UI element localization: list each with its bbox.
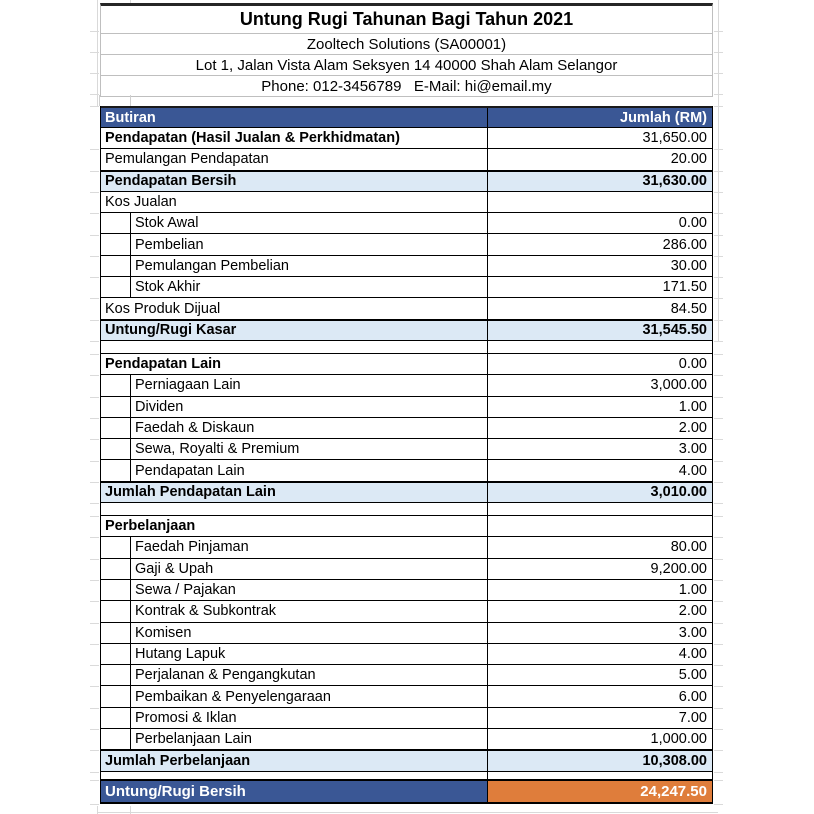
row-label: Kos Jualan: [105, 194, 177, 211]
gridline: [90, 52, 99, 53]
table-row: [101, 482, 712, 503]
gridline: [90, 772, 99, 773]
column-header-jumlah: Jumlah (RM): [487, 108, 712, 127]
table-row: [101, 601, 712, 622]
row-value: 0.00: [487, 213, 712, 233]
gridline: [714, 729, 723, 730]
row-value: 5.00: [487, 665, 712, 685]
row-indent-cell: [101, 580, 131, 600]
table-row: [101, 277, 712, 298]
table-row: [101, 580, 712, 601]
row-indent-cell: [101, 623, 131, 643]
gridline: [90, 341, 99, 342]
gridline: [90, 213, 99, 214]
table-row: [101, 537, 712, 558]
gridline: [714, 192, 723, 193]
gridline: [90, 482, 99, 483]
row-label: Perjalanan & Pengangkutan: [135, 667, 316, 684]
gridline: [714, 780, 723, 781]
gridline: [90, 780, 99, 781]
gridline: [90, 106, 99, 107]
gridline: [90, 418, 99, 419]
gridline: [714, 537, 723, 538]
row-indent-cell: [101, 439, 131, 459]
row-label: Perbelanjaan: [105, 518, 196, 535]
row-label: Pendapatan Lain: [135, 462, 245, 479]
row-value: 2.00: [487, 418, 712, 438]
row-value: 1.00: [487, 580, 712, 600]
gridline: [90, 503, 99, 504]
gridline: [90, 804, 99, 805]
row-indent-cell: [101, 644, 131, 664]
table-header-row: [101, 106, 712, 128]
row-label: Pemulangan Pendapatan: [105, 151, 269, 168]
row-value: [487, 192, 712, 212]
row-indent-cell: [101, 559, 131, 579]
gridline: [90, 686, 99, 687]
row-value: 6.00: [487, 686, 712, 706]
row-value: 20.00: [487, 149, 712, 169]
row-value: 80.00: [487, 537, 712, 557]
gridline: [97, 0, 98, 106]
row-label: Pemulangan Pembelian: [135, 257, 289, 274]
gridline: [714, 171, 723, 172]
company-contact: Phone: 012-3456789 E-Mail: hi@email.my: [101, 76, 712, 97]
row-indent-cell: [101, 537, 131, 557]
gridline: [90, 750, 99, 751]
gridline: [90, 31, 99, 32]
table-row: [101, 750, 712, 771]
gridline: [714, 52, 723, 53]
row-value: [487, 341, 712, 353]
row-indent-cell: [101, 213, 131, 233]
gridline: [714, 708, 723, 709]
gridline: [714, 31, 723, 32]
table-row: [101, 298, 712, 319]
table-row: [101, 708, 712, 729]
row-value: [487, 503, 712, 515]
row-value: 171.50: [487, 277, 712, 297]
gridline: [90, 439, 99, 440]
row-label: Pendapatan Bersih: [105, 173, 237, 190]
row-value: 2.00: [487, 601, 712, 621]
gridline: [714, 644, 723, 645]
row-label: Perniagaan Lain: [135, 377, 241, 394]
row-value: 7.00: [487, 708, 712, 728]
row-indent-cell: [101, 397, 131, 417]
gridline: [714, 772, 723, 773]
row-label: Kos Produk Dijual: [105, 300, 221, 317]
row-value: 4.00: [487, 644, 712, 664]
row-label: [101, 341, 487, 353]
gridline: [714, 503, 723, 504]
table-row: [101, 149, 712, 170]
row-indent-cell: [101, 601, 131, 621]
gridline: [714, 375, 723, 376]
gridline: [90, 601, 99, 602]
gridline: [90, 235, 99, 236]
table-row: [101, 192, 712, 213]
table-row: [101, 439, 712, 460]
gridline: [90, 644, 99, 645]
row-indent-cell: [101, 277, 131, 297]
row-label: Pendapatan Lain: [105, 356, 222, 373]
row-label: Promosi & Iklan: [135, 709, 237, 726]
report-table: [100, 106, 713, 804]
report-header: [100, 3, 713, 97]
gridline: [90, 516, 99, 517]
gridline: [714, 418, 723, 419]
gridline: [90, 397, 99, 398]
row-indent-cell: [101, 418, 131, 438]
row-indent-cell: [101, 708, 131, 728]
row-label: Hutang Lapuk: [135, 645, 226, 662]
row-label: Untung/Rugi Bersih: [105, 782, 246, 800]
spacer-row: [101, 341, 712, 354]
table-row: [101, 397, 712, 418]
gridline: [714, 665, 723, 666]
row-value: 0.00: [487, 354, 712, 374]
row-value: 24,247.50: [487, 781, 712, 802]
table-row: [101, 460, 712, 481]
row-label: Sewa, Royalti & Premium: [135, 441, 300, 458]
row-value: [487, 516, 712, 536]
table-row: [101, 559, 712, 580]
row-indent-cell: [101, 665, 131, 685]
row-label: Komisen: [135, 624, 192, 641]
company-name: Zooltech Solutions (SA00001): [101, 34, 712, 55]
spacer-row: [101, 772, 712, 780]
gridline: [714, 94, 723, 95]
gridline: [714, 750, 723, 751]
gridline: [714, 686, 723, 687]
row-label: Faedah Pinjaman: [135, 539, 249, 556]
gridline: [90, 623, 99, 624]
row-label: Untung/Rugi Kasar: [105, 322, 237, 339]
gridline: [714, 516, 723, 517]
gridline: [90, 729, 99, 730]
row-value: 1,000.00: [487, 729, 712, 749]
row-value: 10,308.00: [487, 751, 712, 770]
gridline: [90, 277, 99, 278]
table-row: [101, 516, 712, 537]
row-label: Sewa / Pajakan: [135, 582, 236, 599]
gridline: [90, 94, 99, 95]
row-label: Pembelian: [135, 236, 204, 253]
row-indent-cell: [101, 375, 131, 395]
row-label: Jumlah Perbelanjaan: [105, 752, 251, 769]
table-row: [101, 623, 712, 644]
gridline: [714, 320, 723, 321]
gridline: [90, 171, 99, 172]
row-label: [101, 503, 487, 515]
table-row: [101, 128, 712, 149]
column-header-butiran: Butiran: [105, 109, 156, 126]
gridline: [90, 375, 99, 376]
table-row: [101, 686, 712, 707]
gridline: [99, 95, 100, 106]
gridline: [90, 320, 99, 321]
gridline: [714, 580, 723, 581]
row-value: 84.50: [487, 298, 712, 318]
row-label: Pembaikan & Penyelengaraan: [135, 688, 331, 705]
table-row: [101, 729, 712, 750]
gridline: [97, 812, 718, 813]
gridline: [90, 73, 99, 74]
gridline: [714, 277, 723, 278]
gridline: [90, 537, 99, 538]
row-indent-cell: [101, 460, 131, 480]
gridline: [90, 461, 99, 462]
row-value: 31,630.00: [487, 172, 712, 191]
row-value: 3.00: [487, 439, 712, 459]
gridline: [714, 354, 723, 355]
gridline: [90, 256, 99, 257]
row-label: [101, 772, 487, 779]
gridline: [90, 354, 99, 355]
table-row: [101, 234, 712, 255]
gridline: [714, 149, 723, 150]
table-row: [101, 213, 712, 234]
row-value: 3,010.00: [487, 483, 712, 502]
row-value: 30.00: [487, 256, 712, 276]
gridline: [130, 95, 131, 106]
row-label: Dividen: [135, 398, 184, 415]
gridline: [90, 149, 99, 150]
gridline: [714, 256, 723, 257]
row-value: 286.00: [487, 234, 712, 254]
gridline: [90, 665, 99, 666]
report-title: Untung Rugi Tahunan Bagi Tahun 2021: [101, 6, 712, 34]
table-row: [101, 256, 712, 277]
gridline: [714, 106, 723, 107]
row-label: Perbelanjaan Lain: [135, 731, 252, 748]
row-indent-cell: [101, 234, 131, 254]
gridline: [714, 482, 723, 483]
table-row: [101, 644, 712, 665]
spacer-row: [101, 503, 712, 516]
row-value: [487, 772, 712, 779]
gridline: [714, 559, 723, 560]
row-value: 3,000.00: [487, 375, 712, 395]
row-label: Gaji & Upah: [135, 560, 214, 577]
gridline: [714, 601, 723, 602]
gridline: [714, 298, 723, 299]
row-indent-cell: [101, 256, 131, 276]
row-value: 31,650.00: [487, 128, 712, 148]
gridline: [714, 213, 723, 214]
gridline: [90, 192, 99, 193]
gridline: [90, 559, 99, 560]
gridline: [90, 298, 99, 299]
row-value: 4.00: [487, 460, 712, 480]
row-indent-cell: [101, 686, 131, 706]
gridline: [90, 708, 99, 709]
table-body: [101, 128, 712, 804]
gridline: [714, 804, 723, 805]
row-value: 3.00: [487, 623, 712, 643]
gridline: [714, 623, 723, 624]
gridline: [90, 580, 99, 581]
gridline: [714, 73, 723, 74]
gridline: [714, 439, 723, 440]
table-row: [101, 418, 712, 439]
company-address: Lot 1, Jalan Vista Alam Seksyen 14 40000 Shah Alam Selangor: [101, 55, 712, 76]
table-row: [101, 665, 712, 686]
gridline: [714, 461, 723, 462]
row-value: 9,200.00: [487, 559, 712, 579]
table-row: [101, 375, 712, 396]
row-label: Faedah & Diskaun: [135, 420, 255, 436]
row-label: Stok Akhir: [135, 279, 201, 296]
row-indent-cell: [101, 729, 131, 749]
row-label: Pendapatan (Hasil Jualan & Perkhidmatan): [105, 130, 400, 147]
gridline: [714, 341, 723, 342]
row-value: 1.00: [487, 397, 712, 417]
table-row: [101, 780, 712, 804]
table-row: [101, 320, 712, 341]
row-label: Kontrak & Subkontrak: [135, 603, 277, 620]
table-row: [101, 171, 712, 192]
table-row: [101, 354, 712, 375]
row-label: Stok Awal: [135, 215, 199, 232]
gridline: [714, 235, 723, 236]
row-value: 31,545.50: [487, 321, 712, 340]
row-label: Jumlah Pendapatan Lain: [105, 484, 276, 501]
gridline: [714, 397, 723, 398]
